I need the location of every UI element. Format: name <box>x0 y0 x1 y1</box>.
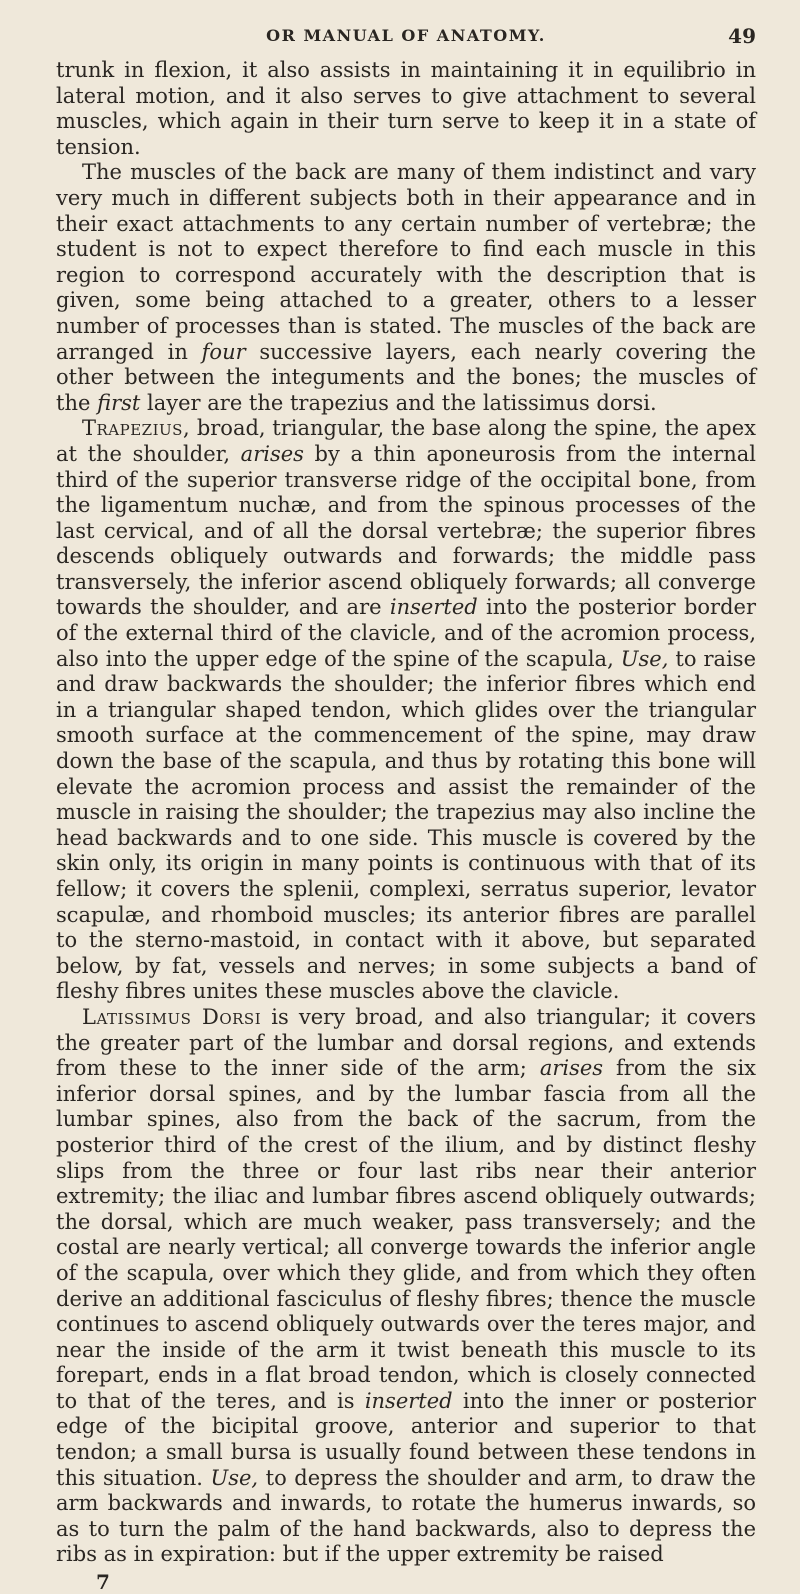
paragraph-muscles-of-back <box>56 160 756 416</box>
signature-mark: 7 <box>96 1570 110 1594</box>
paragraph-latissimus-dorsi <box>56 1005 756 1568</box>
paragraph-text: into the posterior border of the external third of the clavicle, and of the acromion process, also into the upper edge of the spine of the scapula, <box>56 595 756 671</box>
body-text <box>56 58 756 1568</box>
paragraph-trapezius <box>56 416 756 1005</box>
emphasis-word: Use, <box>210 1465 259 1490</box>
emphasis-word: inserted <box>364 1388 453 1413</box>
emphasis-word: arises <box>240 441 304 466</box>
emphasis-word: Use, <box>620 646 669 671</box>
emphasis-word: arises <box>539 1056 604 1081</box>
paragraph-text: The muscles of the back are many of them indistinct and vary very much in different subjects both in their appearance and in their exact attachments to any certain number of vertebræ; the student is not to expect therefore to find each muscle in this region to correspond accurately with the description that is given, some being attached to a greater, others to a lesser number of processes than is stated. The muscles of the back are arranged in <box>56 160 756 364</box>
paragraph-text: is very broad, and also triangular; it covers the greater part of the lumbar and dorsal regions, and extends from these to the inner side of the arm; <box>56 1004 756 1081</box>
paragraph-text: to raise and draw backwards the shoulder; the inferior fibres which end in a triangular shaped tendon, which glides over the triangular smooth surface at the commencement of the spine, may draw down the base of the scapula, and thus by rotating this bone will elevate the acromion process and assist the remainder of the muscle in raising the shoulder; the trapezius may also incline the head backwards and to one side. This muscle is covered by the skin only, its origin in many points is continuous with that of its fellow; it covers the splenii, complexi, serratus superior, levator scapulæ, and rhomboid muscles; its anterior fibres are parallel to the sterno-mastoid, in contact with it above, but separated below, by fat, vessels and nerves; in some subjects a band of fleshy fibres unites these muscles above the clavicle. <box>56 646 757 1004</box>
emphasis-word: inserted <box>389 595 478 620</box>
paragraph-text: into the inner or posterior edge of the bicipital groove, anterior and superior to that tendon; a small bursa is usually found between these tendons in this situation. <box>56 1388 756 1490</box>
paragraph-text: trunk in flexion, it also assists in maintaining it in equilibrio in lateral motion, and it also serves to give attachment to several muscles, which again in their turn serve to keep it in a state of tension. <box>56 58 756 159</box>
running-head <box>56 22 756 58</box>
page-number: 49 <box>728 24 756 48</box>
muscle-heading-trapezius: Trapezius, <box>82 416 191 441</box>
muscle-heading-latissimus-dorsi: Latissimus Dorsi <box>82 1004 262 1029</box>
running-title: OR MANUAL OF ANATOMY. <box>266 26 546 45</box>
paragraph-trunk-continuation <box>56 58 756 160</box>
emphasis-word: first <box>97 390 141 415</box>
paragraph-text: to depress the shoulder and arm, to draw the arm backwards and inwards, to rotate the humerus inwards, so as to turn the palm of the hand backwards, also to depress the ribs as in expiration: but if the upper extremity be raised <box>56 1465 756 1567</box>
paragraph-text: from the six inferior dorsal spines, and by the lumbar fascia from all the lumbar spines, also from the back of the sacrum, from the posterior third of the crest of the ilium, and by distinct fleshy slips from the three or four last ribs near their anterior extremity; the iliac and lumbar fibres ascend obliquely outwards; the dorsal, which are much weaker, pass transversely; and the costal are nearly vertical; all converge towards the inferior angle of the scapula, over which they glide, and from which they often derive an additional fasciculus of fleshy fibres; thence the muscle continues to ascend obliquely outwards over the teres major, and near the inside of the arm it twist beneath this muscle to its forepart, ends in a flat broad tendon, which is closely connected to that of the teres, and is <box>56 1056 756 1413</box>
paragraph-text: successive layers, each nearly covering the other between the integuments and the bones; the muscles of the <box>56 339 756 415</box>
emphasis-word: four <box>201 339 246 364</box>
paragraph-text: by a thin aponeurosis from the internal third of the superior transverse ridge of the occipital bone, from the ligamentum nuchæ, and from the spinous processes of the last cervical, and of all the dorsal vertebræ; the superior fibres descends obliquely outwards and forwards; the middle pass transversely, the inferior ascend obliquely forwards; all converge towards the shoulder, and are <box>56 441 756 620</box>
paragraph-text: layer are the trapezius and the latissimus dorsi. <box>140 390 657 415</box>
paragraph-text: broad, triangular, the base along the spine, the apex at the shoulder, <box>56 416 756 466</box>
